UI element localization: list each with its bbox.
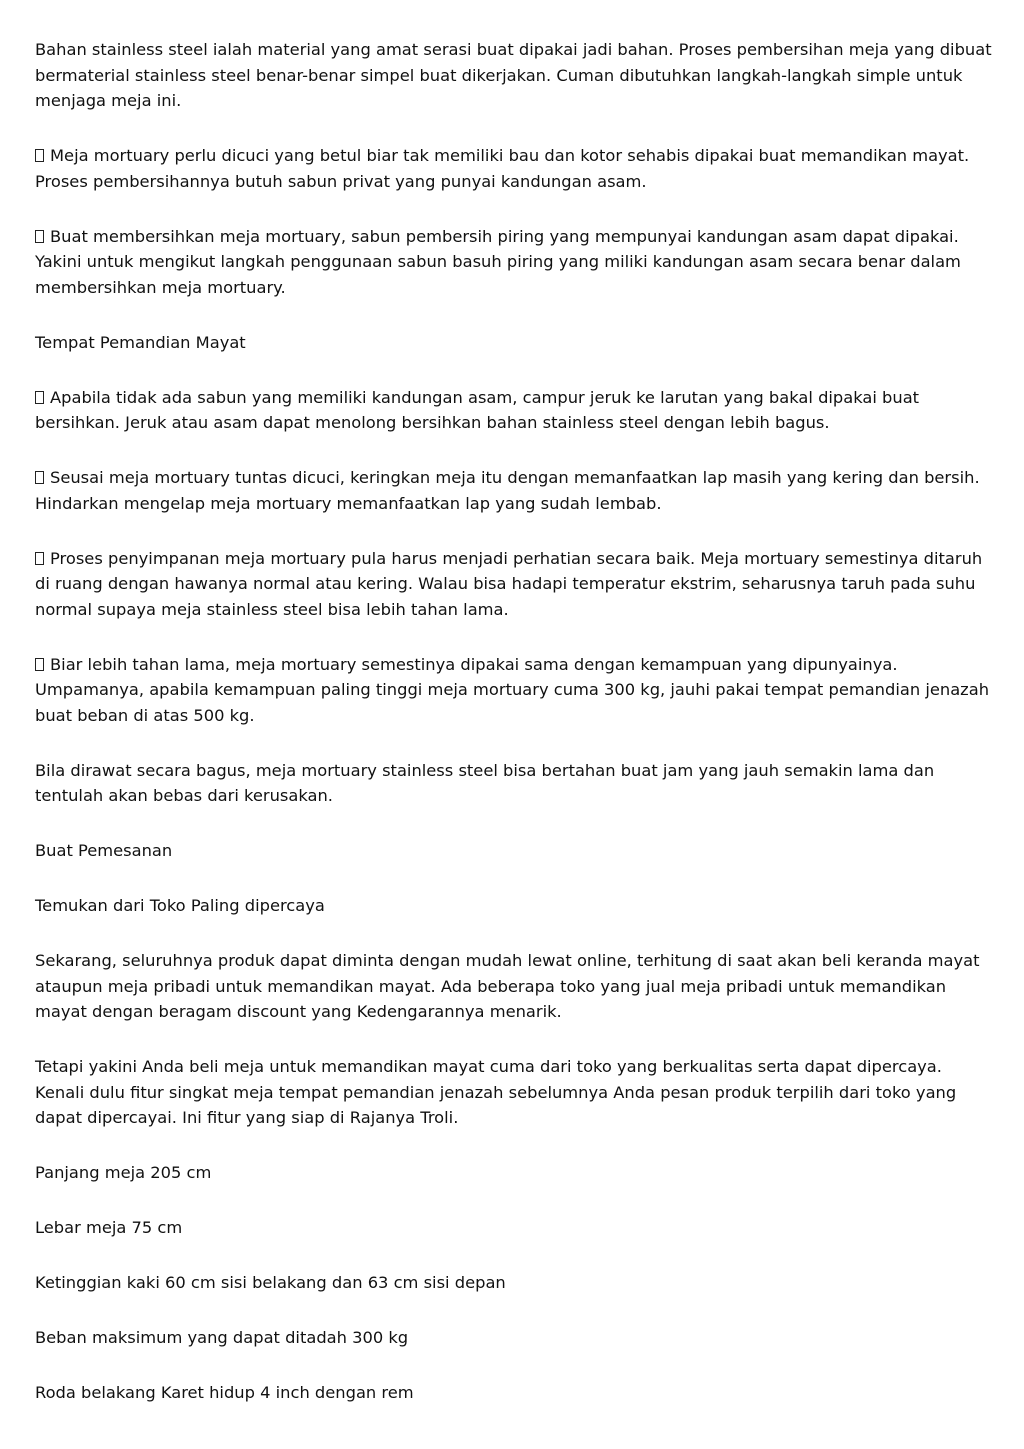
paragraph: Seusai meja mortuary tuntas dicuci, keringkan meja itu dengan memanfaatkan lap masih yang kering dan bersih. Hindarkan mengelap meja mortuary memanfaatkan lap yang sudah lembab.	[35, 468, 980, 513]
paragraph: Biar lebih tahan lama, meja mortuary semestinya dipakai sama dengan kemampuan yang dipunyainya. Umpamanya, apabila kemampuan paling tinggi meja mortuary cuma 300 kg, jauhi pakai tempat pemandian jenazah buat beban di atas 500 kg.	[35, 654, 990, 725]
spec-line: Beban maksimum yang dapat ditadah 300 kg	[35, 1328, 409, 1347]
paragraph: Bila dirawat secara bagus, meja mortuary stainless steel bisa bertahan buat jam yang jauh semakin lama dan tentulah akan bebas dari kerusakan.	[35, 760, 935, 805]
paragraph: Proses penyimpanan meja mortuary pula harus menjadi perhatian secara baik. Meja mortuary semestinya ditaruh di ruang dengan hawanya normal atau kering. Walau bisa hadapi temperatur ekstrim, seharusnya taruh pada suhu normal supaya meja stainless steel bisa lebih tahan lama.	[35, 548, 983, 619]
paragraph: Buat membersihkan meja mortuary, sabun pembersih piring yang mempunyai kandungan asam dapat dipakai. Yakini untuk mengikut langkah penggunaan sabun basuh piring yang miliki kandungan asam secara benar dalam membersihkan meja mortuary.	[35, 226, 961, 297]
paragraph: Bahan stainless steel ialah material yang amat serasi buat dipakai jadi bahan. Proses pembersihan meja yang dibuat bermaterial stainless steel benar-benar simpel buat dikerjakan. Cuman dibutuhkan langkah-langkah simple untuk menjaga meja ini.	[35, 40, 992, 110]
spec-line: Roda belakang Karet hidup 4 inch dengan rem	[35, 1383, 414, 1402]
section-heading: Tempat Pemandian Mayat	[35, 332, 246, 352]
missing-glyph-bullet-icon	[35, 471, 44, 484]
spec-line: Panjang meja 205 cm	[35, 1163, 212, 1182]
paragraph: Sekarang, seluruhnya produk dapat diminta dengan mudah lewat online, terhitung di saat akan beli keranda mayat ataupun meja pribadi untuk memandikan mayat. Ada beberapa toko yang jual meja pribadi untuk memandikan mayat dengan beragam discount yang Kedengarannya menarik.	[35, 951, 980, 1021]
missing-glyph-bullet-icon	[35, 658, 44, 671]
missing-glyph-bullet-icon	[35, 230, 44, 243]
paragraph: Meja mortuary perlu dicuci yang betul biar tak memiliki bau dan kotor sehabis dipakai buat memandikan mayat. Proses pembersihannya butuh sabun privat yang punyai kandungan asam.	[35, 146, 970, 191]
spec-line: Lebar meja 75 cm	[35, 1218, 183, 1237]
section-heading: Buat Pemesanan	[35, 841, 173, 860]
paragraph: Tetapi yakini Anda beli meja untuk memandikan mayat cuma dari toko yang berkualitas serta dapat dipercaya. Kenali dulu fitur singkat meja tempat pemandian jenazah sebelumnya Anda pesan produk terpilih dari toko yang dapat dipercayai. Ini fitur yang siap di Rajanya Troli.	[35, 1057, 957, 1127]
document-page	[35, 37, 995, 1435]
missing-glyph-bullet-icon	[35, 149, 44, 162]
spec-line: Ketinggian kaki 60 cm sisi belakang dan 63 cm sisi depan	[35, 1273, 506, 1292]
section-heading: Temukan dari Toko Paling dipercaya	[35, 896, 325, 915]
missing-glyph-bullet-icon	[35, 552, 44, 565]
paragraph: Apabila tidak ada sabun yang memiliki kandungan asam, campur jeruk ke larutan yang bakal dipakai buat bersihkan. Jeruk atau asam dapat menolong bersihkan bahan stainless steel dengan lebih bagus.	[35, 387, 920, 432]
missing-glyph-bullet-icon	[35, 391, 44, 404]
